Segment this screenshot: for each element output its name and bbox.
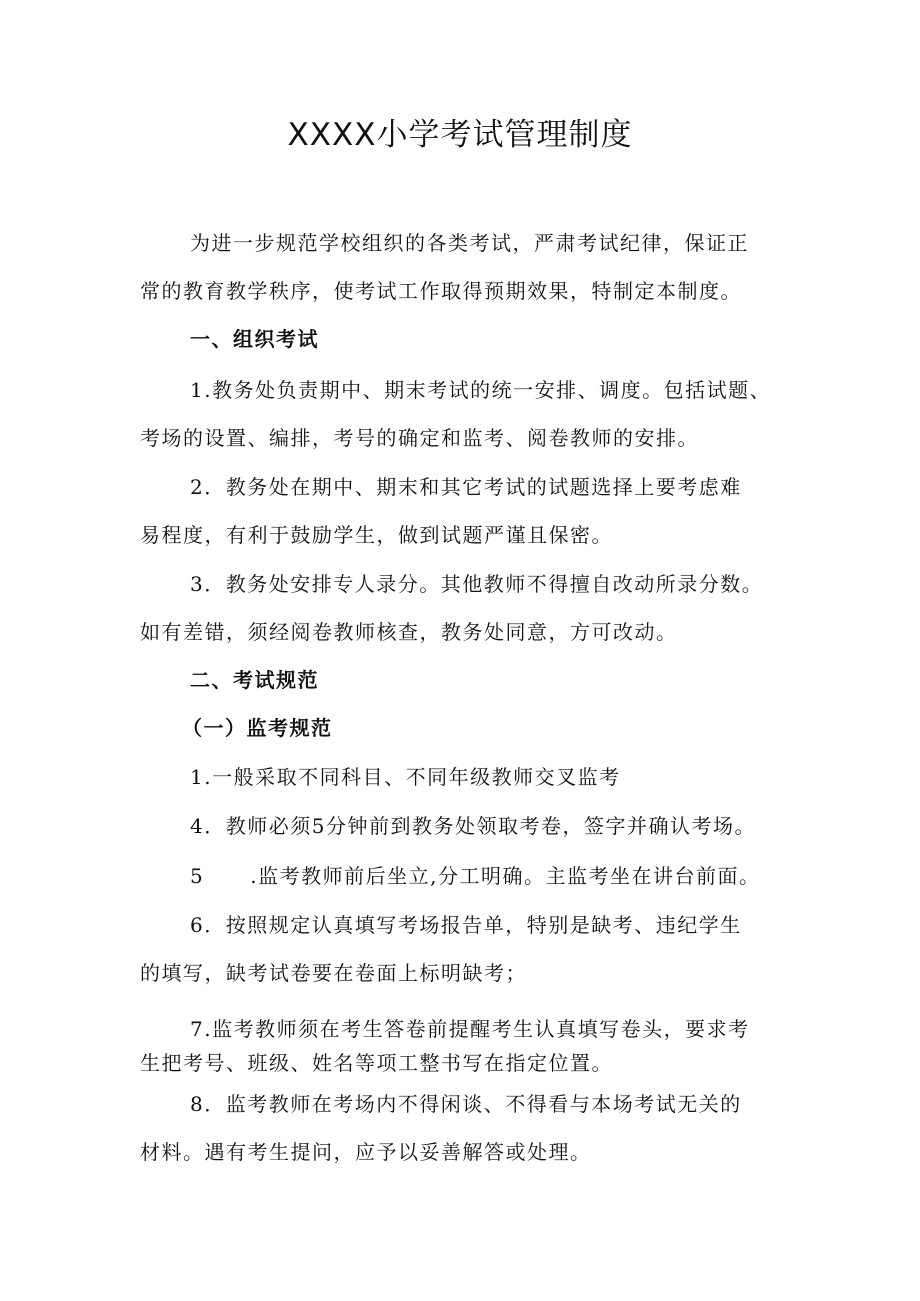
- section-2-item-8-line-2: 材料。遇有考生提问，应予以妥善解答或处理。: [140, 1140, 592, 1164]
- section-2-heading: 二、考试规范: [190, 668, 319, 692]
- section-1-item-2: [140, 463, 805, 559]
- section-1-item-2-line-1: 2．教务处在期中、期末和其它考试的试题选择上要考虑难: [190, 475, 742, 499]
- section-2-item-8-line-1: 8．监考教师在考场内不得闲谈、不得看与本场考试无关的: [190, 1092, 742, 1116]
- section-1-item-3-line-2: 如有差错，须经阅卷教师核查，教务处同意，方可改动。: [140, 620, 678, 644]
- document-title: XXXX小学考试管理制度: [287, 117, 633, 153]
- section-2-item-6-line-2: 的填写，缺考试卷要在卷面上标明缺考；: [140, 961, 527, 985]
- section-1-item-1-line-2: 考场的设置、编排，考号的确定和监考、阅卷教师的安排。: [140, 426, 699, 450]
- intro-line-1: 为进一步规范学校组织的各类考试，严肃考试纪律，保证正: [190, 231, 749, 255]
- section-2-item-1: 1.一般采取不同科目、不同年级教师交叉监考: [190, 765, 621, 789]
- section-2-item-4: 4．教师必须5分钟前到教务处领取考卷，签字并确认考场。: [190, 814, 756, 838]
- section-2-item-8: [140, 1080, 805, 1176]
- section-2-item-6: [140, 901, 805, 997]
- section-1-item-3: [140, 560, 805, 656]
- section-1-item-3-line-1: 3．教务处安排专人录分。其他教师不得擅自改动所录分数。: [190, 572, 764, 596]
- section-2-item-7-line-1: 7.监考教师须在考生答卷前提醒考生认真填写卷头，要求考: [190, 1017, 750, 1041]
- section-2-item-5-text: .监考教师前后坐立,分工明确。主监考坐在讲台前面。: [250, 864, 761, 888]
- section-1-item-1-line-1: 1.教务处负责期中、期末考试的统一安排、调度。包括试题、: [190, 378, 772, 402]
- section-1-item-2-line-2: 易程度，有利于鼓励学生，做到试题严谨且保密。: [140, 523, 613, 547]
- section-2-item-7-line-2: 生把考号、班级、姓名等项工整书写在指定位置。: [140, 1051, 613, 1075]
- section-2-item-7: [140, 1012, 805, 1080]
- section-2-item-6-line-1: 6．按照规定认真填写考场报告单，特别是缺考、违纪学生: [190, 913, 742, 937]
- section-2-subheading: （一）监考规范: [182, 716, 333, 740]
- section-2-item-5: [190, 858, 760, 894]
- section-1-heading: 一、组织考试: [190, 327, 319, 351]
- intro-line-2: 常的教育教学秩序，使考试工作取得预期效果，特制定本制度。: [140, 279, 742, 303]
- section-2-item-5-number: 5: [190, 864, 205, 888]
- section-1-item-1: [140, 366, 805, 462]
- intro-paragraph: [140, 219, 805, 315]
